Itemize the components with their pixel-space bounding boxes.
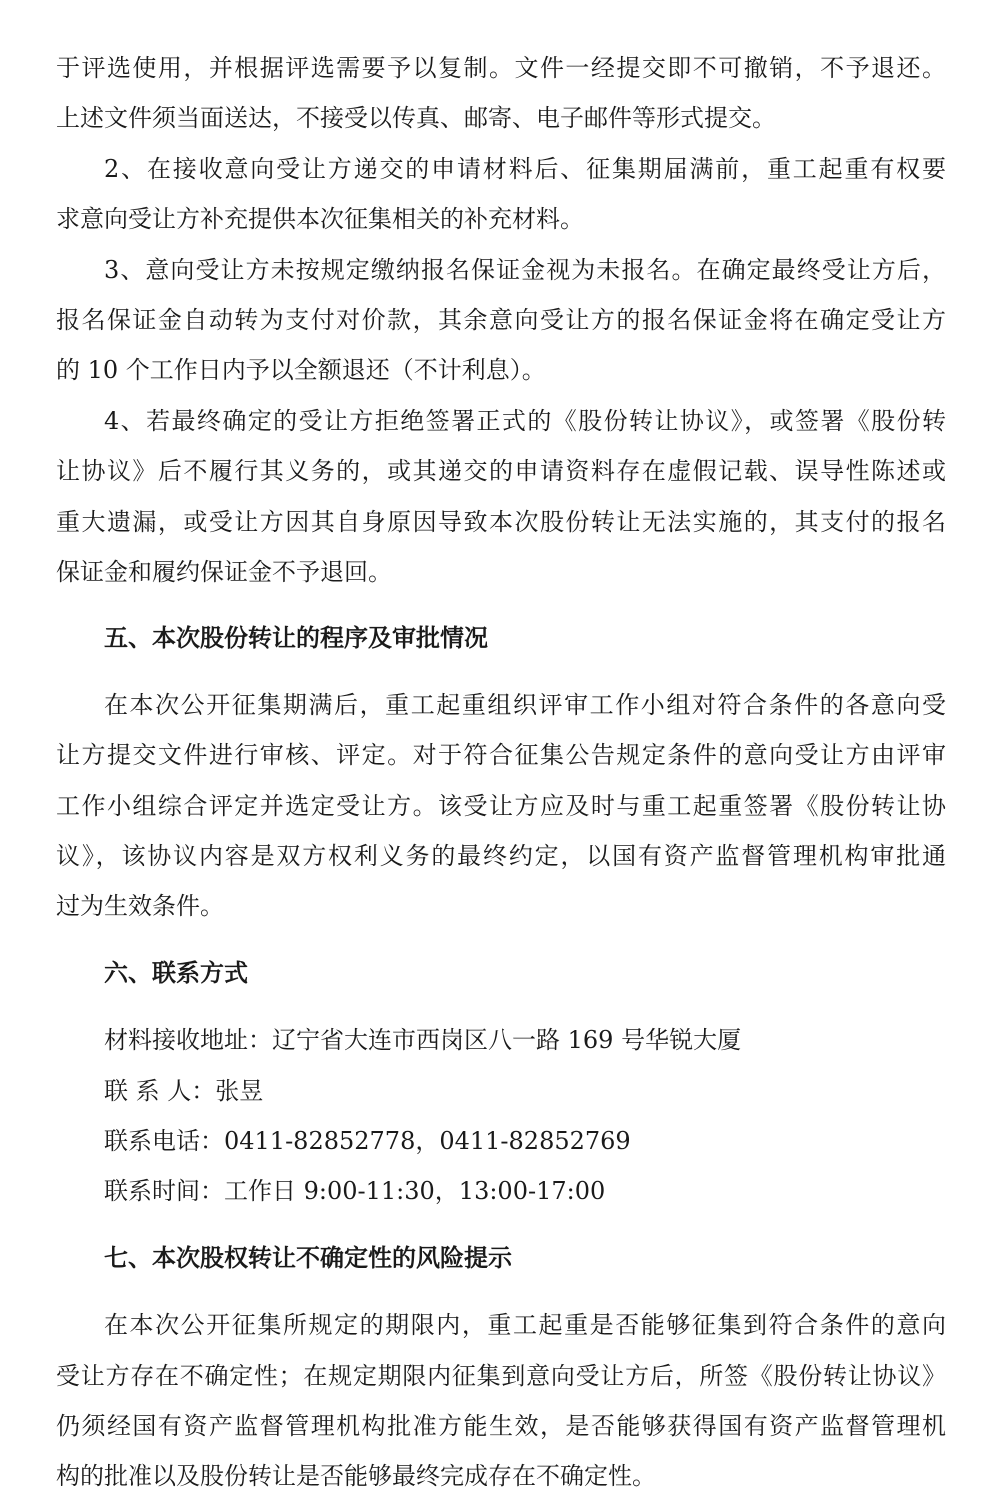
paragraph-line: 在本次公开征集所规定的期限内，重工起重是否能够征集到符合条件的意向: [104, 1311, 946, 1339]
section-heading: 五、本次股份转让的程序及审批情况: [104, 624, 488, 652]
section-heading: 六、联系方式: [104, 959, 248, 987]
contact-person: 联 系 人：张昱: [104, 1077, 264, 1105]
paragraph-line: 过为生效条件。: [56, 892, 224, 920]
paragraph-line: 保证金和履约保证金不予退回。: [56, 558, 392, 586]
section-heading: 七、本次股权转让不确定性的风险提示: [104, 1244, 512, 1272]
paragraph-line: 2、在接收意向受让方递交的申请材料后、征集期届满前，重工起重有权要: [104, 155, 946, 183]
contact-hours: 联系时间：工作日 9:00-11:30，13:00-17:00: [104, 1177, 606, 1205]
paragraph-line: 重大遗漏，或受让方因其自身原因导致本次股份转让无法实施的，其支付的报名: [56, 508, 946, 536]
paragraph-line: 在本次公开征集期满后，重工起重组织评审工作小组对符合条件的各意向受: [104, 691, 946, 719]
paragraph-line: 求意向受让方补充提供本次征集相关的补充材料。: [56, 205, 584, 233]
paragraph-line: 受让方存在不确定性；在规定期限内征集到意向受让方后，所签《股份转让协议》: [56, 1362, 946, 1390]
paragraph-line: 让方提交文件进行审核、评定。对于符合征集公告规定条件的意向受让方由评审: [56, 741, 946, 769]
paragraph-line: 工作小组综合评定并选定受让方。该受让方应及时与重工起重签署《股份转让协: [56, 792, 946, 820]
paragraph-line: 的 10 个工作日内予以全额退还（不计利息）。: [56, 356, 546, 384]
paragraph-line: 4、若最终确定的受让方拒绝签署正式的《股份转让协议》，或签署《股份转: [104, 407, 946, 435]
paragraph-line: 3、意向受让方未按规定缴纳报名保证金视为未报名。在确定最终受让方后，: [104, 256, 946, 284]
paragraph-line: 议》，该协议内容是双方权利义务的最终约定，以国有资产监督管理机构审批通: [56, 842, 946, 870]
paragraph-line: 于评选使用，并根据评选需要予以复制。文件一经提交即不可撤销，不予退还。: [56, 54, 946, 82]
paragraph-line: 报名保证金自动转为支付对价款，其余意向受让方的报名保证金将在确定受让方: [56, 306, 946, 334]
paragraph-line: 构的批准以及股份转让是否能够最终完成存在不确定性。: [56, 1462, 656, 1490]
contact-address: 材料接收地址：辽宁省大连市西岗区八一路 169 号华锐大厦: [104, 1026, 742, 1054]
contact-phone: 联系电话：0411-82852778，0411-82852769: [104, 1127, 631, 1155]
paragraph-line: 让协议》后不履行其义务的，或其递交的申请资料存在虚假记载、误导性陈述或: [56, 457, 946, 485]
paragraph-line: 仍须经国有资产监督管理机构批准方能生效，是否能够获得国有资产监督管理机: [56, 1412, 946, 1440]
paragraph-line: 上述文件须当面送达，不接受以传真、邮寄、电子邮件等形式提交。: [56, 104, 776, 132]
